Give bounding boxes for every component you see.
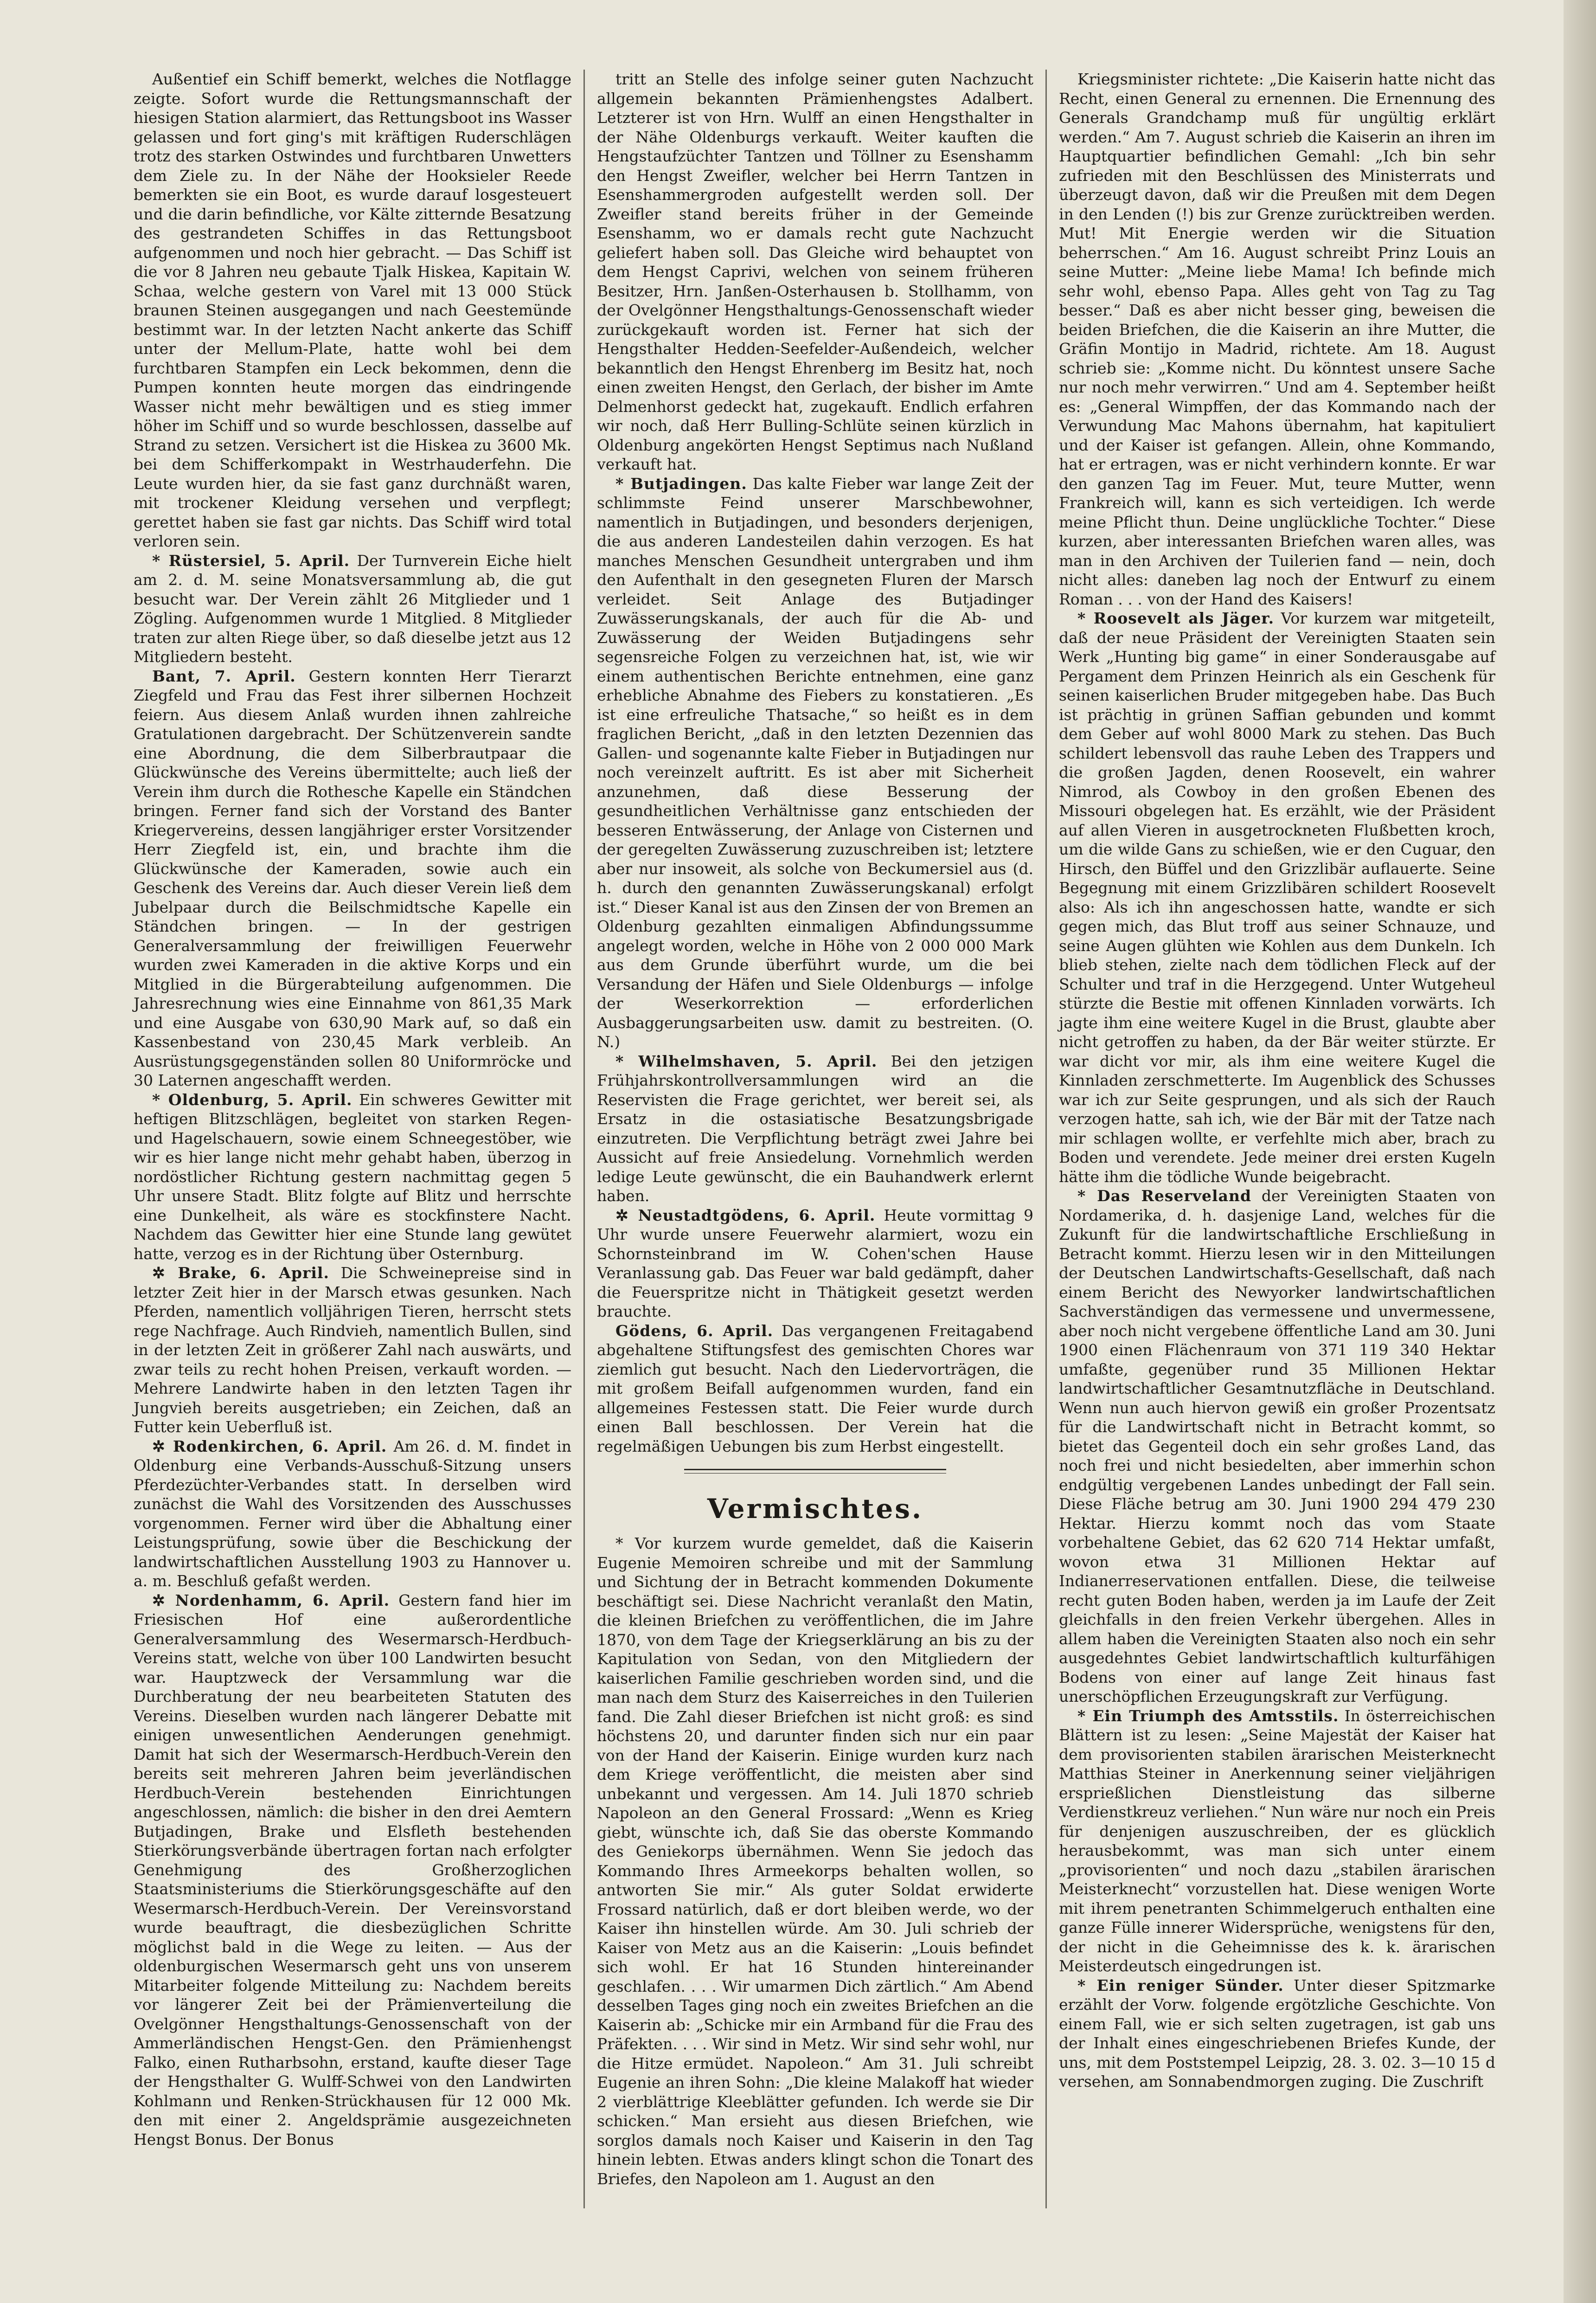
article-head: ✲ Brake, 6. April. [152,1264,329,1282]
article-head: * Ein reniger Sünder. [1077,1976,1284,1994]
section-title: Vermischtes. [707,1493,923,1525]
article-head: ✲ Nordenhamm, 6. April. [152,1591,390,1609]
article-body: Der Turnverein Eiche hielt am 2. d. M. seine Monatsversammlung ab, die gut besucht war. Der Verein zählt 26 Mitglieder und 1 Zögling. Aufgenommen wurde 1 Mitglied. 8 Mitglieder traten zur alten Riege über, so daß dieselbe jetzt aus 12 Mitgliedern besteht. [134,551,571,666]
article-head: * Rüstersiel, 5. April. [152,551,350,570]
article-body: Bei den jetzigen Frühjahrskontrollversammlungen wird an die Reservisten die Frage gerichtet, wer bereit sei, als Ersatz in die ostasiatische Besatzungsbrigade einzutreten. Die Verpflichtung beträgt zwei Jahre bei Aussicht auf freie Ansiedelung. Vornehmlich werden ledige Leute gewünscht, die ein Bauhandwerk erlernt haben. [597,1052,1034,1205]
article-head: Gödens, 6. April. [615,1321,774,1340]
article-ruestersiel [134,551,571,667]
article-continued [597,70,1033,474]
article-head: * Roosevelt als Jäger. [1077,609,1275,627]
article-goedens [597,1321,1033,1456]
article-head: * Butjadingen. [615,474,747,493]
article-body: Ein schweres Gewitter mit heftigen Blitzschlägen, begleitet von starken Regen- und Hagelschauern, sowie einem Schneegestöber, wie wir es hier lange nicht mehr gehabt haben, überzog in nordöstlicher Richtung gestern nachmittag gegen 5 Uhr unsere Stadt. Blitz folgte auf Blitz und herrschte eine Dunkelheit, als wäre es stockfinstere Nacht. Nachdem das Gewitter hier eine Stunde lang gewütet hatte, verzog es in der Richtung über Osternburg. [134,1090,571,1263]
newspaper-page [122,70,1508,2208]
column-1 [122,70,583,2208]
article-continued [1059,70,1495,609]
article-body: Heute vormittag 9 Uhr wurde unsere Feuerwehr alarmiert, wozu ein Schornsteinbrand im W. Cohen'schen Hause Veranlassung gab. Das Feuer war bald gedämpft, daher die Feuerspritze nicht in Thätigkeit gesetzt werden brauchte. [597,1206,1033,1320]
article-brake [134,1263,571,1437]
article-head: * Das Reserveland [1077,1187,1252,1205]
column-2 [583,70,1045,2208]
article-body: Kriegsminister richtete: „Die Kaiserin hatte nicht das Recht, einen General zu ernennen. Die Ernennung des Generals Grandchamp muß für ungültig erklärt werden.“ Am 7. August schrieb die Kaiserin an ihren im Hauptquartier befindlichen Gemahl: „Ich bin sehr zufrieden mit den Beschlüssen des Ministerrats und überzeugt davon, daß wir die Preußen mit dem Degen in den Lenden (!) bis zur Grenze zurücktreiben werden. Mut! Mit Energie werden wir die Situation beherrschen.“ Am 16. August schreibt Prinz Louis an seine Mutter: „Meine liebe Mama! Ich befinde mich sehr wohl, ebenso Papa. Alles geht von Tag zu Tag besser.“ Daß es aber nicht besser ging, beweisen die beiden Briefchen, die die Kaiserin an ihre Mutter, die Gräfin Montijo in Madrid, richtete. Am 18. August schrieb sie: „Komme nicht. Du könntest unsere Sache nur noch mehr verwirren.“ Und am 4. September heißt es: „General Wimpffen, der das Kommando nach der Verwundung Mac Mahons übernahm, hat kapituliert und der Kaiser ist gefangen. Allein, ohne Kommando, hat er ertragen, was er nicht verhindern konnte. Er war den ganzen Tag im Feuer. Mut, teure Mutter, wenn Frankreich will, kann es sich verteidigen. Ich werde meine Pflicht thun. Deine unglückliche Tochter.“ Diese kurzen, aber interessanten Briefchen waren alles, was man in den Archiven der Tuilerien fand — nein, doch nicht alles: daneben lag noch der Entwurf zu einem Roman . . . von der Hand des Kaisers! [1059,70,1495,608]
article-body: der Vereinigten Staaten von Nordamerika, d. h. dasjenige Land, welches für die Zukunft für die landwirtschaftliche Erschließung in Betracht kommt. Hierzu lesen wir in den Mitteilungen der Deutschen Landwirtschafts-Gesellschaft, daß nach einem Bericht des Newyorker landwirtschaftlichen Sachverständigen das vermessene und unvermessene, aber noch nicht vergebene öffentliche Land am 30. Juni 1900 einen Flächenraum von 371 119 340 Hektar umfaßte, gegenüber rund 35 Millionen Hektar landwirtschaftlicher Gesamtnutzfläche in Deutschland. Wenn nun auch hiervon gewiß ein großer Prozentsatz für die Landwirtschaft nicht in Betracht kommt, so bietet das Gegenteil doch ein sehr großes Land, das noch frei und nicht besiedelten, aber immerhin schon endgültig vergebenen Landes unbedingt der Fall sein. Diese Fläche betrug am 30. Juni 1900 294 479 230 Hektar. Hierzu kommt noch das vom Staate vorbehaltene Gebiet, das 62 620 714 Hektar umfaßt, wovon etwa 31 Millionen Hektar auf Indianerreservationen entfallen. Diese, die teilweise recht guten Boden haben, werden ja im Laufe der Zeit gleichfalls in den freien Verkehr übergehen. Alles in allem haben die Vereinigten Staaten also noch ein sehr ausgedehntes Gebiet landwirtschaftlich kulturfähigen Bodens von einer auf lange Zeit hinaus fast unerschöpflichen Erzeugungskraft zur Verfügung. [1059,1187,1496,1705]
article-body: Das kalte Fieber war lange Zeit der schlimmste Feind unserer Marschbewohner, namentlich in Butjadingen, und besonders derjenigen, die aus anderen Landesteilen dahin verzogen. Es hat manches Menschen Gesundheit untergraben und ihm den Aufenthalt in den gesegneten Fluren der Marsch verleidet. Seit Anlage des Butjadinger Zuwässerungskanals, der auch für die Ab- und Zuwässerung der Weiden Butjadingens sehr segensreiche Folgen zu verzeichnen hat, ist, wie wir einem authentischen Berichte entnehmen, eine ganz erhebliche Abnahme des Fiebers zu konstatieren. „Es ist eine erfreuliche Thatsache,“ so heißt es in dem fraglichen Bericht, „daß in den letzten Dezennien das Gallen- und sogenannte kalte Fieber in Butjadingen nur noch vereinzelt auftritt. Es ist aber mit Sicherheit anzunehmen, daß diese Besserung der gesundheitlichen Verhältnisse ganz entschieden der besseren Entwässerung, der Anlage von Cisternen und der geregelten Zuwässerung zuzuschreiben ist; letztere aber nur insoweit, als solche von Beckumersiel aus (d. h. durch den genannten Zuwässerungskanal) erfolgt ist.“ Dieser Kanal ist aus den Zinsen der von Bremen an Oldenburg gezahlten einmaligen Abfindungssumme angelegt worden, welche in Höhe von 2 000 000 Mark aus dem Grunde überführt wurde, um die bei Versandung der Häfen und Siele Oldenburgs — infolge der Weserkorrektion — erforderlichen Ausbaggerungsarbeiten usw. damit zu bestreiten. (O. N.) [597,474,1033,1051]
article-body: tritt an Stelle des infolge seiner guten Nachzucht allgemein bekannten Prämienhengstes Adalbert. Letzterer ist von Hrn. Wulff an einen Hengsthalter in der Nähe Oldenburgs verkauft. Weiter kauften die Hengstaufzüchter Tantzen und Töllner zu Esenshamm den Hengst Zweifler, welcher bei Herrn Tantzen in Esenshammergroden aufgestellt werden soll. Der Zweifler stand bereits früher in der Gemeinde Esenshamm, wo er damals recht gute Nachzucht geliefert haben soll. Das Gleiche wird behauptet von dem Hengst Caprivi, welchen von seinem früheren Besitzer, Hrn. Janßen-Osterhausen b. Stollhamm, von der Ovelgönner Hengsthaltungs-Genossenschaft wieder zurückgekauft worden ist. Ferner hat sich der Hengsthalter Hedden-Seefelder-Außendeich, welcher bekanntlich den Hengst Ehrenberg im Besitz hat, noch einen zweiten Hengst, den Gerlach, der bisher im Amte Delmenhorst gedeckt hat, zugekauft. Endlich erfahren wir noch, daß Herr Bulling-Schlüte seinen kürzlich in Oldenburg angekörten Hengst Septimus nach Nußland verkauft hat. [597,70,1033,473]
article-body: Unter dieser Spitzmarke erzählt der Vorw. folgende ergötzliche Geschichte. Von einem Fall, wie er sich selten zugetragen, ist gab uns der Inhalt eines eingeschriebenen Briefes Kunde, der uns, mit dem Poststempel Leipzig, 28. 3. 02. 3—10 15 d versehen, am Sonnabendmorgen zuging. Die Zuschrift [1059,1976,1495,2091]
article-head: * Oldenburg, 5. April. [152,1090,353,1109]
article-bant [134,667,571,1090]
article-butjadingen [597,474,1033,1052]
article-head: ✲ Rodenkirchen, 6. April. [152,1437,387,1455]
article-head: ✲ Neustadtgödens, 6. April. [615,1206,876,1224]
article-roosevelt [1059,609,1495,1186]
article-oldenburg [134,1090,571,1264]
article-reserveland [1059,1186,1495,1706]
article-reniger-suender [1059,1976,1495,2091]
article-continued [134,70,571,551]
article-rodenkirchen [134,1437,571,1591]
article-head: Bant, 7. April. [152,667,296,685]
article-amtsstil [1059,1706,1495,1976]
article-neustadtgoedens [597,1206,1033,1321]
article-head: * Ein Triumph des Amtsstils. [1077,1706,1339,1725]
page-edge [1564,0,1596,2303]
column-3 [1045,70,1507,2208]
article-wilhelmshaven [597,1052,1033,1206]
article-kaiserin-eugenie [597,1534,1033,2188]
article-body: Vor kurzem war mitgeteilt, daß der neue Präsident der Vereinigten Staaten sein Werk „Hunting big game“ in einer Sonderausgabe auf Pergament dem Prinzen Heinrich als ein Geschenk für seinen kaiserlichen Bruder mitgegeben habe. Das Buch ist prächtig in grünen Saffian gebunden und kommt dem Geber auf wohl 8000 Mark zu stehen. Das Buch schildert lebensvoll das rauhe Leben des Trappers und die großen Jagden, denen Roosevelt, ein wahrer Nimrod, als Cowboy in den großen Ebenen des Missouri obgelegen hat. Es erzählt, wie der Präsident auf allen Vieren in ausgetrockneten Flußbetten kroch, um die wilde Gans zu schießen, wie er den Cuguar, den Hirsch, den Büffel und den Grizzlibär auflauerte. Seine Begegnung mit einem Grizzlibären schildert Roosevelt also: Als ich ihn angeschossen hatte, wandte er sich gegen mich, das Blut troff aus seiner Schnauze, und seine Augen glühten wie Kohlen aus dem Dunkeln. Ich blieb stehen, zielte nach dem tödlichen Fleck auf der Schulter und traf in die Herzgegend. Unter Wutgeheul stürzte die Bestie mit offenen Kinnladen vorwärts. Ich jagte ihm eine weitere Kugel in die Brust, glaubte aber nicht getroffen zu haben, da der Bär weiter stürzte. Er war dicht vor mir, als ihm eine weitere Kugel die Kinnladen zerschmetterte. Im Augenblick des Schusses war ich zur Seite gesprungen, und als sich der Rauch verzogen hatte, sah ich, wie der Bär mit der Tatze nach mir schlagen wollte, er verfehlte mich aber, brach zu Boden und verendete. Jede meiner drei ersten Kugeln hätte ihm die tödliche Wunde beigebracht. [1059,609,1495,1186]
article-body: Gestern konnten Herr Tierarzt Ziegfeld und Frau das Fest ihrer silbernen Hochzeit feiern. Aus diesem Anlaß wurden ihnen zahlreiche Gratulationen dargebracht. Der Schützenverein sandte eine Abordnung, die dem Silberbrautpaar die Glückwünsche des Vereins übermittelte; auch ließ der Verein ihm durch die Rothesche Kapelle ein Ständchen bringen. Ferner fand sich der Vorstand des Banter Kriegervereins, dessen langjähriger erster Vorsitzender Herr Ziegfeld ist, ein, und brachte ihm die Glückwünsche der Kameraden, sowie auch ein Geschenk des Vereins dar. Auch dieser Verein ließ dem Jubelpaar durch die Beilschmidtsche Kapelle ein Ständchen bringen. — In der gestrigen Generalversammlung der freiwilligen Feuerwehr wurden zwei Kameraden in die aktive Korps und ein Mitglied in die Bürgerabteilung aufgenommen. Die Jahresrechnung wies eine Einnahme von 861,35 Mark und eine Ausgabe von 630,90 Mark auf, so daß ein Kassenbestand von 230,45 Mark verbleib. An Ausrüstungsgegenständen sollen 80 Uniformröcke und 30 Laternen angeschafft werden. [134,667,571,1089]
article-body: Am 26. d. M. findet in Oldenburg eine Verbands-Ausschuß-Sitzung unsers Pferdezüchter-Verbandes statt. In derselben wird zunächst die Wahl des Vorsitzenden des Ausschusses vorgenommen. Ferner wird über die Abhaltung einer Leistungsprüfung, sowie über die Beschickung der landwirtschaftlichen Ausstellung 1903 zu Hannover u. a. m. Beschluß gefaßt werden. [134,1437,571,1590]
article-head: * Wilhelmshaven, 5. April. [615,1052,878,1070]
article-body: In österreichischen Blättern ist zu lesen: „Seine Majestät der Kaiser hat dem provisorienten stabilen ärarischen Meisterknecht Matthias Steiner in Anerkennung seiner vieljährigen ersprießlichen Dienstleistung das silberne Verdienstkreuz verliehen.“ Nun wäre nur noch ein Preis für denjenigen auszuschreiben, der es glücklich herausbekommt, was man sich unter einem „provisorienten“ und noch dazu „stabilen ärarischen Meisterknecht“ vorzustellen hat. Diese wenigen Worte mit ihrem penetranten Schimmelgeruch enthalten eine ganze Fülle innerer Widersprüche, wenigstens für den, der nicht in die Geheimnisse des k. k. ärarischen Meisterdeutsch eingedrungen ist. [1059,1706,1495,1975]
article-body: * Vor kurzem wurde gemeldet, daß die Kaiserin Eugenie Memoiren schreibe und mit der Sammlung und Sichtung der in Betracht kommenden Dokumente beschäftigt sei. Diese Nachricht veranlaßt den Matin, die kleinen Briefchen zu veröffentlichen, die im Jahre 1870, von dem Tage der Kriegserklärung an bis zu der Kapitulation von Sedan, von den Mitgliedern der kaiserlichen Familie geschrieben worden sind, und die man nach dem Sturz des Kaiserreiches in den Tuilerien fand. Die Zahl dieser Briefchen ist nicht groß: es sind höchstens 20, und darunter finden sich nur ein paar von der Hand der Kaiserin. Einige wurden kurz nach dem Kriege veröffentlicht, die meisten aber sind unbekannt und vergessen. Am 14. Juli 1870 schrieb Napoleon an den General Frossard: „Wenn es Krieg giebt, wünschte ich, daß Sie das oberste Kommando des Geniekorps übernähmen. Wenn Sie jedoch das Kommando Ihres Armeekorps behalten wollen, so antworten Sie mir.“ Als guter Soldat erwiderte Frossard natürlich, daß er dort bleiben werde, wo der Kaiser ihn hinstellen würde. Am 30. Juli schrieb der Kaiser von Metz aus an die Kaiserin: „Louis befindet sich wohl. Er hat 16 Stunden hintereinander geschlafen. . . . Wir umarmen Dich zärtlich.“ Am Abend desselben Tages ging noch ein zweites Briefchen an die Kaiserin ab: „Schicke mir ein Armband für die Frau des Präfekten. . . . Wir sind in Metz. Wir sind sehr wohl, nur die Hitze ermüdet. Napoleon.“ Am 31. Juli schreibt Eugenie an ihren Sohn: „Die kleine Malakoff hat wieder 2 vierblättrige Kleeblätter gefunden. Ich werde sie Dir schicken.“ Man ersieht aus diesen Briefchen, wie sorglos damals noch Kaiser und Kaiserin in den Tag hinein lebten. Etwas anders klingt schon die Tonart des Briefes, den Napoleon am 1. August an den [597,1534,1033,2188]
article-nordenhamm [134,1591,571,2149]
section-divider [684,1469,946,1473]
article-body: Die Schweinepreise sind in letzter Zeit hier in der Marsch etwas gesunken. Nach Pferden, namentlich volljährigen Tieren, herrscht stets rege Nachfrage. Auch Rindvieh, namentlich Bullen, sind in der letzten Zeit in größerer Zahl nach auswärts, und zwar teils zu recht hohen Preisen, verkauft worden. — Mehrere Landwirte haben in den letzten Tagen ihr Jungvieh bereits ausgetrieben; ein Zeichen, daß an Futter kein Ueberfluß ist. [134,1264,571,1436]
article-body: Das vergangenen Freitagabend abgehaltene Stiftungsfest des gemischten Chores war ziemlich gut besucht. Nach den Liedervorträgen, die mit großem Beifall aufgenommen wurden, fand ein allgemeines Festessen statt. Die Feier wurde durch einen Ball beschlossen. Der Verein hat die regelmäßigen Uebungen bis zum Herbst eingestellt. [597,1321,1033,1455]
article-body: Gestern fand hier im Friesischen Hof eine außerordentliche Generalversammlung des Wesermarsch-Herdbuch-Vereins statt, welche von über 100 Landwirten besucht war. Hauptzweck der Versammlung war die Durchberatung der neu bearbeiteten Statuten des Vereins. Dieselben wurden nach längerer Debatte mit einigen unwesentlichen Aenderungen genehmigt. Damit hat sich der Wesermarsch-Herdbuch-Verein den bereits seit mehreren Jahren beim jeverländischen Herdbuch-Verein bestehenden Einrichtungen angeschlossen, nämlich: die bisher in den drei Aemtern Butjadingen, Brake und Elsfleth bestehenden Stierkörungsverbände übertragen fortan nach erfolgter Genehmigung des Großherzoglichen Staatsministeriums die Stierkörungsgeschäfte auf den Wesermarsch-Herdbuch-Verein. Der Vereinsvorstand wurde beauftragt, die diesbezüglichen Schritte möglichst bald in die Wege zu leiten. — Aus der oldenburgischen Wesermarsch geht uns von unserem Mitarbeiter folgende Mitteilung zu: Nachdem bereits vor längerer Zeit bei der Prämienverteilung die Ovelgönner Hengsthaltungs-Genossenschaft von der Ammerländischen Hengst-Gen. den Prämienhengst Falko, einen Rutharbsohn, erstand, kaufte dieser Tage der Hengsthalter G. Wulff-Schwei von den Landwirten Kohlmann und Renken-Strückhausen für 12 000 Mk. den mit einer 2. Angeldsprämie ausgezeichneten Hengst Bonus. Der Bonus [134,1591,571,2149]
article-body: Außentief ein Schiff bemerkt, welches die Notflagge zeigte. Sofort wurde die Rettungsmannschaft der hiesigen Station alarmiert, das Rettungsboot ins Wasser gelassen und fort ging's mit kräftigen Ruderschlägen trotz des starken Ostwindes und furchtbaren Unwetters dem Ziele zu. In der Nähe der Hooksieler Reede bemerkten sie ein Boot, es wurde darauf losgesteuert und die darin befindliche, vor Kälte zitternde Besatzung des gestrandeten Schiffes in das Rettungsboot aufgenommen und noch hier gebracht. — Das Schiff ist die vor 8 Jahren neu gebaute Tjalk Hiskea, Kapitain W. Schaa, welche gestern von Varel mit 13 000 Stück braunen Steinen ausgegangen und nach Geestemünde bestimmt war. In der letzten Nacht ankerte das Schiff unter der Mellum-Plate, hatte wohl bei dem furchtbaren Stampfen ein Leck bekommen, denn die Pumpen konnten heute morgen das eindringende Wasser nicht mehr bewältigen und es stieg immer höher im Schiff und so wurde beschlossen, dasselbe auf Strand zu setzen. Versichert ist die Hiskea zu 3600 Mk. bei dem Schifferkompakt in Westrhauderfehn. Die Leute wurden hier, da sie fast ganz durchnäßt waren, mit trockener Kleidung versehen und verpflegt; gerettet haben sie fast gar nichts. Das Schiff wird total verloren sein. [134,70,571,550]
